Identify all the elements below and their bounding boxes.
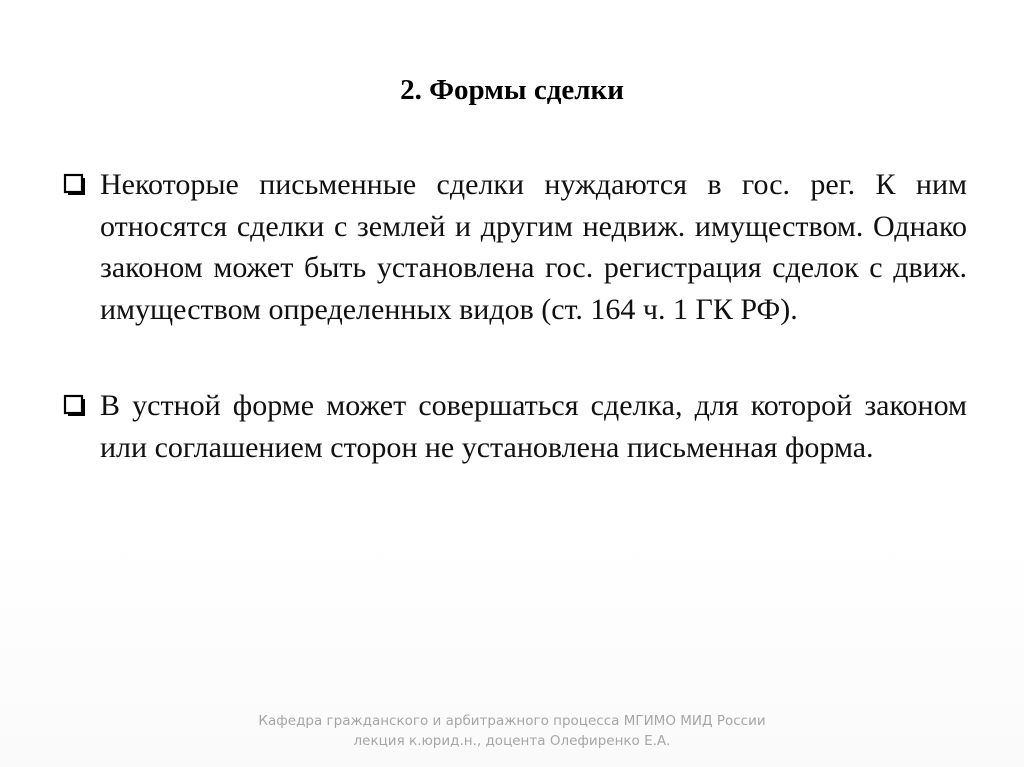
bullet-list (63, 164, 967, 468)
bullet-text: В устной форме может совершаться сделка, для которой законом или соглашением сторон не установлена письменная форма. (100, 389, 967, 464)
checkbox-icon (63, 173, 87, 197)
bullet-text: Некоторые письменные сделки нуждаются в гос. рег. К ним относятся сделки с землей и другим недвиж. имуществом. Однако законом может быть установлена гос. регистрация сделок с движ. имуществом определенных видов (ст. 164 ч. 1 ГК РФ). (100, 168, 967, 326)
footer-department: Кафедра гражданского и арбитражного процесса МГИМО МИД России (258, 713, 766, 729)
slide-title: 2. Формы сделки (400, 74, 624, 106)
slide-footer (0, 711, 1024, 751)
bullet-item (63, 385, 967, 468)
bullet-item (63, 164, 967, 330)
footer-lecturer: лекция к.юрид.н., доцента Олефиренко Е.А. (353, 733, 671, 749)
checkbox-icon (63, 394, 87, 418)
